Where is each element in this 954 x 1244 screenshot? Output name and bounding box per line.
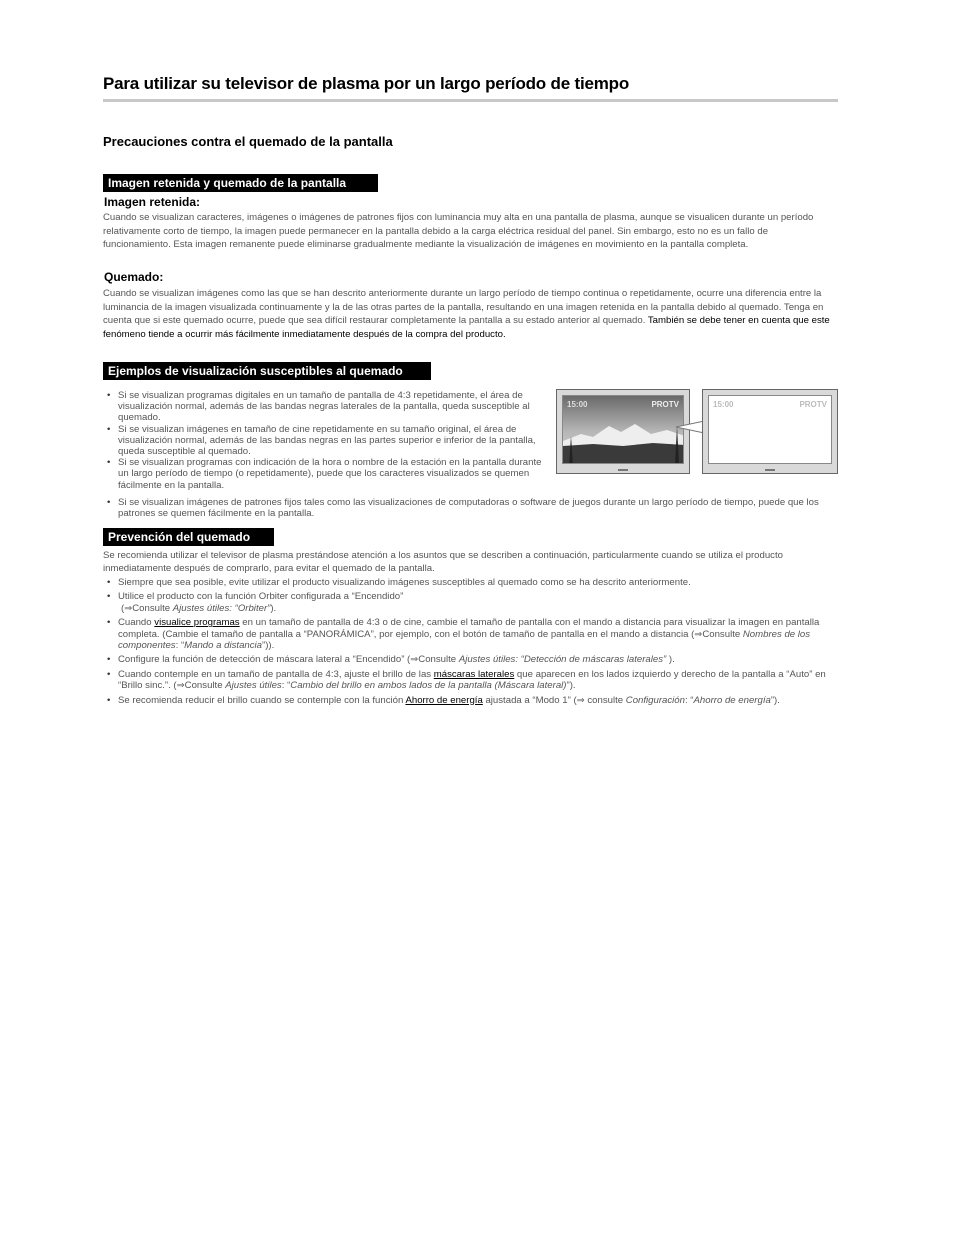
list-item xyxy=(103,617,838,651)
heading-retained-image: Imagen retenida: xyxy=(104,195,201,209)
list-item-text: : “ xyxy=(684,694,694,706)
section-bar-examples: Ejemplos de visualización susceptibles al quemado xyxy=(103,362,431,380)
paragraph-prevention-intro: Se recomienda utilizar el televisor de plasma prestándose atención a los asuntos que se describen a continuación, particularmente cuando se utiliza el producto inmediatamente después de comprarlo, para evitar el quemado de la pantalla. xyxy=(103,550,783,575)
tv2-time-display: 15:00 xyxy=(713,400,734,409)
reference-title: Ajustes útiles xyxy=(225,680,282,692)
reference-title: Ahorro de energía xyxy=(693,694,771,706)
paragraph-retained-image: Cuando se visualizan caracteres, imágenes o imágenes de patrones fijos con luminancia muy alta en una pantalla de plasma, aunque se visualicen durante un período relativamente corto de tiempo, la imagen puede permanecer en la pantalla debido a la carga eléctrica residual del panel. Sin embargo, esto no es un fallo de funcionamiento. Esta imagen remanente puede eliminarse gradualmente mediante la visualización de imágenes en movimiento en la pantalla completa. xyxy=(103,212,814,251)
list-item-text: Cuando contemple en un tamaño de pantalla de 4:3, ajuste el brillo de las xyxy=(118,668,434,680)
tv1-time-display: 15:00 xyxy=(567,400,588,409)
reference-title: Ajustes útiles: “Detección de máscaras laterales” xyxy=(458,654,667,666)
list-item-text: (⇒Consulte xyxy=(121,602,173,614)
list-item-text: Configure la función de detección de máscara lateral a “Encendido” (⇒Consulte xyxy=(118,654,459,666)
tv-illustration-1 xyxy=(556,389,690,474)
list-item-text: ”)). xyxy=(262,640,275,652)
list-item-text: en un tamaño de pantalla de 4:3 o de cine, cambie el tamaño de pantalla con el mando a distancia para visualizar la imagen en pantalla completa. (Cambie el tamaño de pantalla a “PANORÁMICA”, por ejemplo, con el botón de tamaño de pantalla en el mando a distancia (⇒Consulte xyxy=(118,617,820,640)
list-item-text: Utilice el producto con la función Orbiter configurada a “Encendido” xyxy=(118,591,404,603)
heading-burn: Quemado: xyxy=(104,270,164,284)
reference-title: Cambio del brillo en ambos lados de la pantalla (Máscara lateral) xyxy=(290,680,567,692)
list-item xyxy=(103,654,838,665)
list-item xyxy=(103,591,838,614)
list-item: • Siempre que sea posible, evite utilizar el producto visualizando imágenes susceptibles al quemado como se ha descrito anteriormente. xyxy=(103,577,838,588)
list-item-text: ”). xyxy=(566,680,576,692)
examples-list-wide xyxy=(103,497,838,519)
section-subtitle: Precauciones contra el quemado de la pantalla xyxy=(103,134,393,149)
reference-title: Ajustes útiles: “Orbiter” xyxy=(172,602,271,614)
link-mascaras-laterales[interactable]: máscaras laterales xyxy=(433,668,515,680)
section-bar-prevention: Prevención del quemado xyxy=(103,528,274,546)
list-item xyxy=(103,695,838,706)
tv-logo-mark xyxy=(618,469,628,471)
tv-screen-landscape xyxy=(562,395,684,464)
paragraph-burn-text: Cuando se visualizan imágenes como las que se han descrito anteriormente durante un largo período de tiempo continua o repetidamente, ocurre una diferencia entre la luminancia de la imagen visualizada continuamente y la de las otras partes de la pantalla, resultando en una imagen retenida en la pantalla debido al quemado. Tenga en cuenta que si este quemado ocurre, puede que sea difícil restaurar completamente la pantalla a su estado anterior al quemado. xyxy=(103,288,824,327)
list-item-text: ”). xyxy=(770,694,780,706)
list-item-text: : “ xyxy=(175,640,185,652)
page-title: Para utilizar su televisor de plasma por un largo período de tiempo xyxy=(103,74,838,102)
list-item-text: que aparecen en los lados izquierdo y derecho de la pantalla a “Auto” en “Brillo sinc.”. (⇒Consulte xyxy=(118,668,826,692)
list-item: • Si se visualizan programas con indicación de la hora o nombre de la estación en la pantalla durante un largo período de tiempo (o repetidamente), puede que los caracteres visualizados se quemen fácilmente en la pantalla. xyxy=(103,457,543,491)
list-item-text: ajustada a “Modo 1” (⇒ consulte xyxy=(482,694,626,706)
list-item-text: ). xyxy=(666,654,675,666)
list-item: • Si se visualizan imágenes en tamaño de cine repetidamente en su tamaño original, el área de visualización normal, además de las bandas negras en las partes superior e inferior de la pantalla, queda susceptible al quemado. xyxy=(103,424,543,458)
examples-list xyxy=(103,390,543,491)
prevention-list xyxy=(103,577,838,706)
list-item xyxy=(103,669,838,692)
list-item-text: Se recomienda reducir el brillo cuando se contemple con la función xyxy=(118,694,406,706)
list-item-text: ). xyxy=(270,602,277,614)
reference-title: Mando a distancia xyxy=(184,640,263,652)
tv-screen-burn-in xyxy=(708,395,832,464)
section-bar-retained: Imagen retenida y quemado de la pantalla xyxy=(103,174,378,192)
tv2-station-display: PROTV xyxy=(799,400,827,409)
link-visualice-programas[interactable]: visualice programas xyxy=(154,617,240,629)
paragraph-burn-emphasis: También se debe tener en cuenta que este fenómeno tiende a ocurrir más fácilmente inmediatamente después de la compra del producto. xyxy=(103,315,830,340)
tv1-station-display: PROTV xyxy=(651,400,679,409)
list-item: • Si se visualizan imágenes de patrones fijos tales como las visualizaciones de computadoras o software de juegos durante un largo período de tiempo, puede que los patrones se quemen fácilmente en la pantalla. xyxy=(103,497,838,519)
tv-logo-mark xyxy=(765,469,775,471)
tv-illustration-2 xyxy=(702,389,838,474)
reference-title: Nombres de los componentes xyxy=(118,628,811,652)
list-item-text: : “ xyxy=(281,680,291,692)
list-item-text: Cuando xyxy=(118,617,155,629)
paragraph-burn xyxy=(103,287,838,341)
reference-title: Configuración xyxy=(625,694,685,706)
list-item: • Si se visualizan programas digitales en un tamaño de pantalla de 4:3 repetidamente, el área de visualización normal, además de las bandas negras laterales de la pantalla, queda susceptible al quemado. xyxy=(103,390,543,424)
link-ahorro-de-energia[interactable]: Ahorro de energía xyxy=(405,694,483,706)
